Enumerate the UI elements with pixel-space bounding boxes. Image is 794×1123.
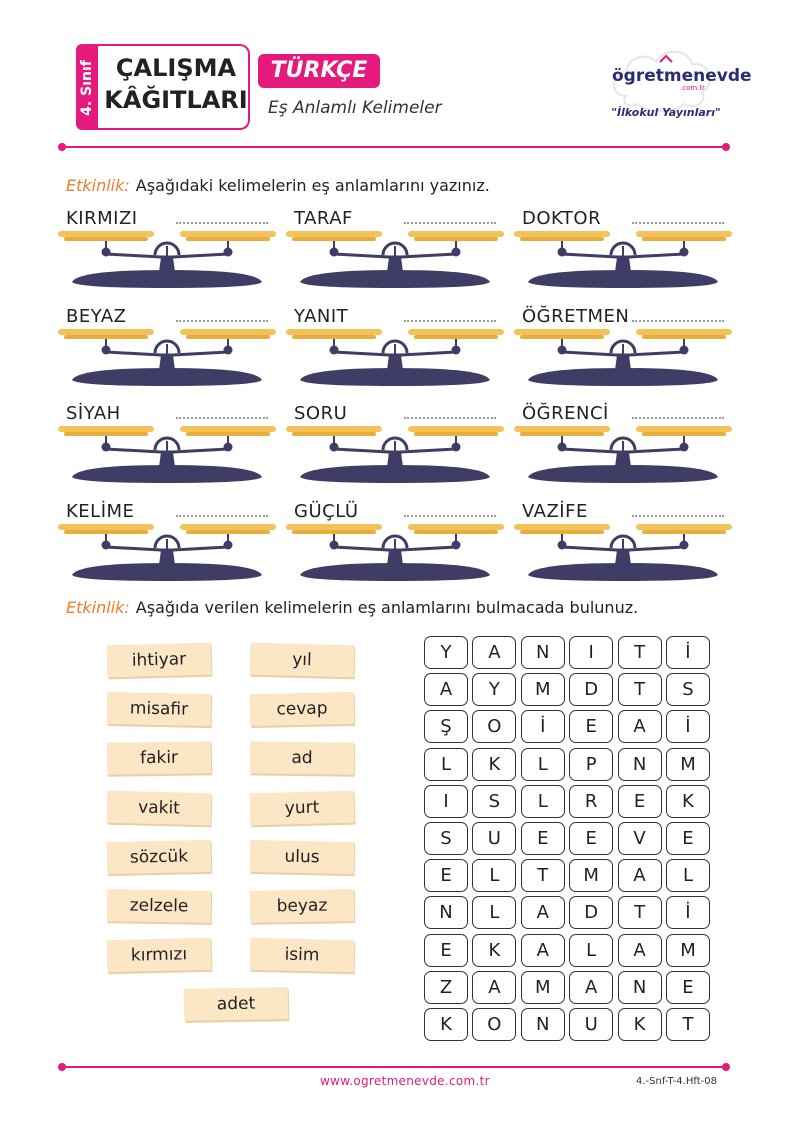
activity-label: Etkinlik: <box>66 598 130 617</box>
grid-cell[interactable]: S <box>666 673 710 706</box>
scale-word: DOKTOR <box>522 208 602 229</box>
grid-cell[interactable]: L <box>424 748 468 781</box>
grid-cell[interactable]: T <box>521 859 565 892</box>
word-card: yurt <box>250 790 355 825</box>
grid-cell[interactable]: A <box>424 673 468 706</box>
word-card: isim <box>250 938 355 973</box>
grid-cell[interactable]: T <box>618 896 662 929</box>
grid-cell[interactable]: M <box>521 971 565 1004</box>
header-divider <box>62 146 726 148</box>
balance-scale <box>286 405 504 487</box>
grid-cell[interactable]: N <box>424 896 468 929</box>
grid-cell[interactable]: P <box>569 748 613 781</box>
grid-cell[interactable]: E <box>666 971 710 1004</box>
word-card: kırmızı <box>107 938 212 973</box>
grid-cell[interactable]: K <box>666 785 710 818</box>
scale-word: TARAF <box>294 208 353 229</box>
scale-word: VAZİFE <box>522 501 588 522</box>
grid-cell[interactable]: Z <box>424 971 468 1004</box>
grid-cell[interactable]: D <box>569 673 613 706</box>
scale-word: GÜÇLÜ <box>294 501 359 522</box>
publisher-logo <box>604 40 752 132</box>
grid-cell[interactable]: M <box>666 934 710 967</box>
balance-scale <box>58 405 276 487</box>
grid-cell[interactable]: N <box>521 1008 565 1041</box>
scale-word: ÖĞRENCİ <box>522 403 609 424</box>
word-card: ulus <box>250 840 355 874</box>
answer-line[interactable] <box>632 417 724 419</box>
answer-line[interactable] <box>176 417 268 419</box>
page-title <box>104 52 248 116</box>
grid-cell[interactable]: L <box>666 859 710 892</box>
grid-cell[interactable]: N <box>618 971 662 1004</box>
word-card: ad <box>250 742 354 775</box>
scale-word: SORU <box>294 403 348 424</box>
answer-line[interactable] <box>404 320 496 322</box>
word-card: beyaz <box>250 889 354 923</box>
grid-cell[interactable]: N <box>618 748 662 781</box>
word-card: misafir <box>107 692 212 726</box>
grid-cell[interactable]: Ş <box>424 710 468 743</box>
grid-cell[interactable]: E <box>424 859 468 892</box>
grid-cell[interactable]: N <box>521 636 565 669</box>
grid-cell[interactable]: V <box>618 822 662 855</box>
footer-url[interactable]: www.ogretmenevde.com.tr <box>320 1074 490 1088</box>
grid-cell[interactable]: M <box>666 748 710 781</box>
footer-divider <box>62 1066 726 1068</box>
word-card: fakir <box>107 742 211 775</box>
logo-brand: ögretmenevde <box>612 66 752 86</box>
grid-cell[interactable]: L <box>472 859 516 892</box>
activity-2-instruction: Aşağıda verilen kelimelerin eş anlamlarını bulmacada bulunuz. <box>135 598 639 617</box>
activity-1-heading <box>66 176 490 195</box>
grid-cell[interactable]: L <box>569 934 613 967</box>
word-card: zelzele <box>107 889 211 923</box>
grid-cell[interactable]: T <box>666 1008 710 1041</box>
answer-line[interactable] <box>404 222 496 224</box>
subject-tag: TÜRKÇE <box>258 54 380 88</box>
answer-line[interactable] <box>176 320 268 322</box>
grid-cell[interactable]: L <box>472 896 516 929</box>
scale-word: KELİME <box>66 501 135 522</box>
scale-word: ÖĞRETMEN <box>522 306 630 327</box>
grid-cell[interactable]: E <box>424 934 468 967</box>
grid-cell[interactable]: K <box>618 1008 662 1041</box>
grid-cell[interactable]: A <box>618 710 662 743</box>
answer-line[interactable] <box>632 515 724 517</box>
grid-cell[interactable]: M <box>521 673 565 706</box>
word-card: ihtiyar <box>107 643 212 678</box>
grid-cell[interactable]: U <box>472 822 516 855</box>
grid-cell[interactable]: O <box>472 1008 516 1041</box>
scale-word: SİYAH <box>66 403 121 424</box>
grid-cell[interactable]: İ <box>666 636 710 669</box>
grid-cell[interactable]: R <box>569 785 613 818</box>
grid-cell[interactable]: E <box>521 822 565 855</box>
word-card: cevap <box>250 692 355 726</box>
balance-scale <box>286 503 504 585</box>
grid-cell[interactable]: E <box>666 822 710 855</box>
grid-cell[interactable]: İ <box>521 710 565 743</box>
word-search-grid <box>424 636 710 1041</box>
page-code: 4.-Snf-T-4.Hft-08 <box>636 1076 717 1087</box>
scale-word: BEYAZ <box>66 306 127 327</box>
grid-cell[interactable]: M <box>569 859 613 892</box>
balance-scale <box>514 308 732 390</box>
grid-cell[interactable]: A <box>472 636 516 669</box>
grid-cell[interactable]: K <box>424 1008 468 1041</box>
title-line-1: ÇALIŞMA <box>115 54 237 82</box>
activity-1-instruction: Aşağıdaki kelimelerin eş anlamlarını yazınız. <box>135 176 490 195</box>
grid-cell[interactable]: D <box>569 896 613 929</box>
grid-cell[interactable]: O <box>472 710 516 743</box>
grid-cell[interactable]: T <box>618 673 662 706</box>
grid-cell[interactable]: Y <box>424 636 468 669</box>
grid-cell[interactable]: A <box>618 859 662 892</box>
grid-cell[interactable]: A <box>472 971 516 1004</box>
grid-cell[interactable]: A <box>521 896 565 929</box>
scale-word: KIRMIZI <box>66 208 138 229</box>
grid-cell[interactable]: Y <box>472 673 516 706</box>
answer-line[interactable] <box>632 320 724 322</box>
answer-line[interactable] <box>404 417 496 419</box>
grid-cell[interactable]: S <box>472 785 516 818</box>
balance-scale <box>58 308 276 390</box>
grid-cell[interactable]: İ <box>666 710 710 743</box>
word-card: yıl <box>250 643 355 678</box>
balance-scale <box>286 210 504 292</box>
grade-label: 4. Sınıf <box>79 60 95 116</box>
line-dot <box>722 143 730 151</box>
title-line-2: KÂĞITLARI <box>104 86 248 114</box>
grid-cell[interactable]: İ <box>666 896 710 929</box>
activity-2-heading <box>66 598 638 617</box>
word-card: sözcük <box>107 840 212 874</box>
line-dot <box>722 1063 730 1071</box>
grid-cell[interactable]: U <box>569 1008 613 1041</box>
balance-scale <box>286 308 504 390</box>
balance-scale <box>514 405 732 487</box>
balance-scale <box>514 503 732 585</box>
answer-line[interactable] <box>632 222 724 224</box>
answer-line[interactable] <box>176 515 268 517</box>
grid-cell[interactable]: K <box>472 934 516 967</box>
grid-cell[interactable]: I <box>424 785 468 818</box>
grid-cell[interactable]: A <box>618 934 662 967</box>
grid-cell[interactable]: I <box>569 636 613 669</box>
activity-label: Etkinlik: <box>66 176 130 195</box>
scale-word: YANIT <box>294 306 349 327</box>
word-card: vakit <box>107 790 212 825</box>
grid-cell[interactable]: E <box>569 822 613 855</box>
grid-cell[interactable]: A <box>569 971 613 1004</box>
answer-line[interactable] <box>404 515 496 517</box>
balance-scale <box>514 210 732 292</box>
grid-cell[interactable]: T <box>618 636 662 669</box>
grid-cell[interactable]: A <box>521 934 565 967</box>
balance-scale <box>58 503 276 585</box>
grid-cell[interactable]: L <box>521 785 565 818</box>
grid-cell[interactable]: E <box>569 710 613 743</box>
grid-cell[interactable]: K <box>472 748 516 781</box>
balance-scale <box>58 210 276 292</box>
logo-domain: .com.tr <box>680 84 706 92</box>
logo-tagline: "İlkokul Yayınları" <box>611 106 721 119</box>
topic-title: Eş Anlamlı Kelimeler <box>268 98 442 118</box>
grid-cell[interactable]: L <box>521 748 565 781</box>
word-card: adet <box>184 987 289 1021</box>
answer-line[interactable] <box>176 222 268 224</box>
grid-cell[interactable]: E <box>618 785 662 818</box>
grid-cell[interactable]: S <box>424 822 468 855</box>
